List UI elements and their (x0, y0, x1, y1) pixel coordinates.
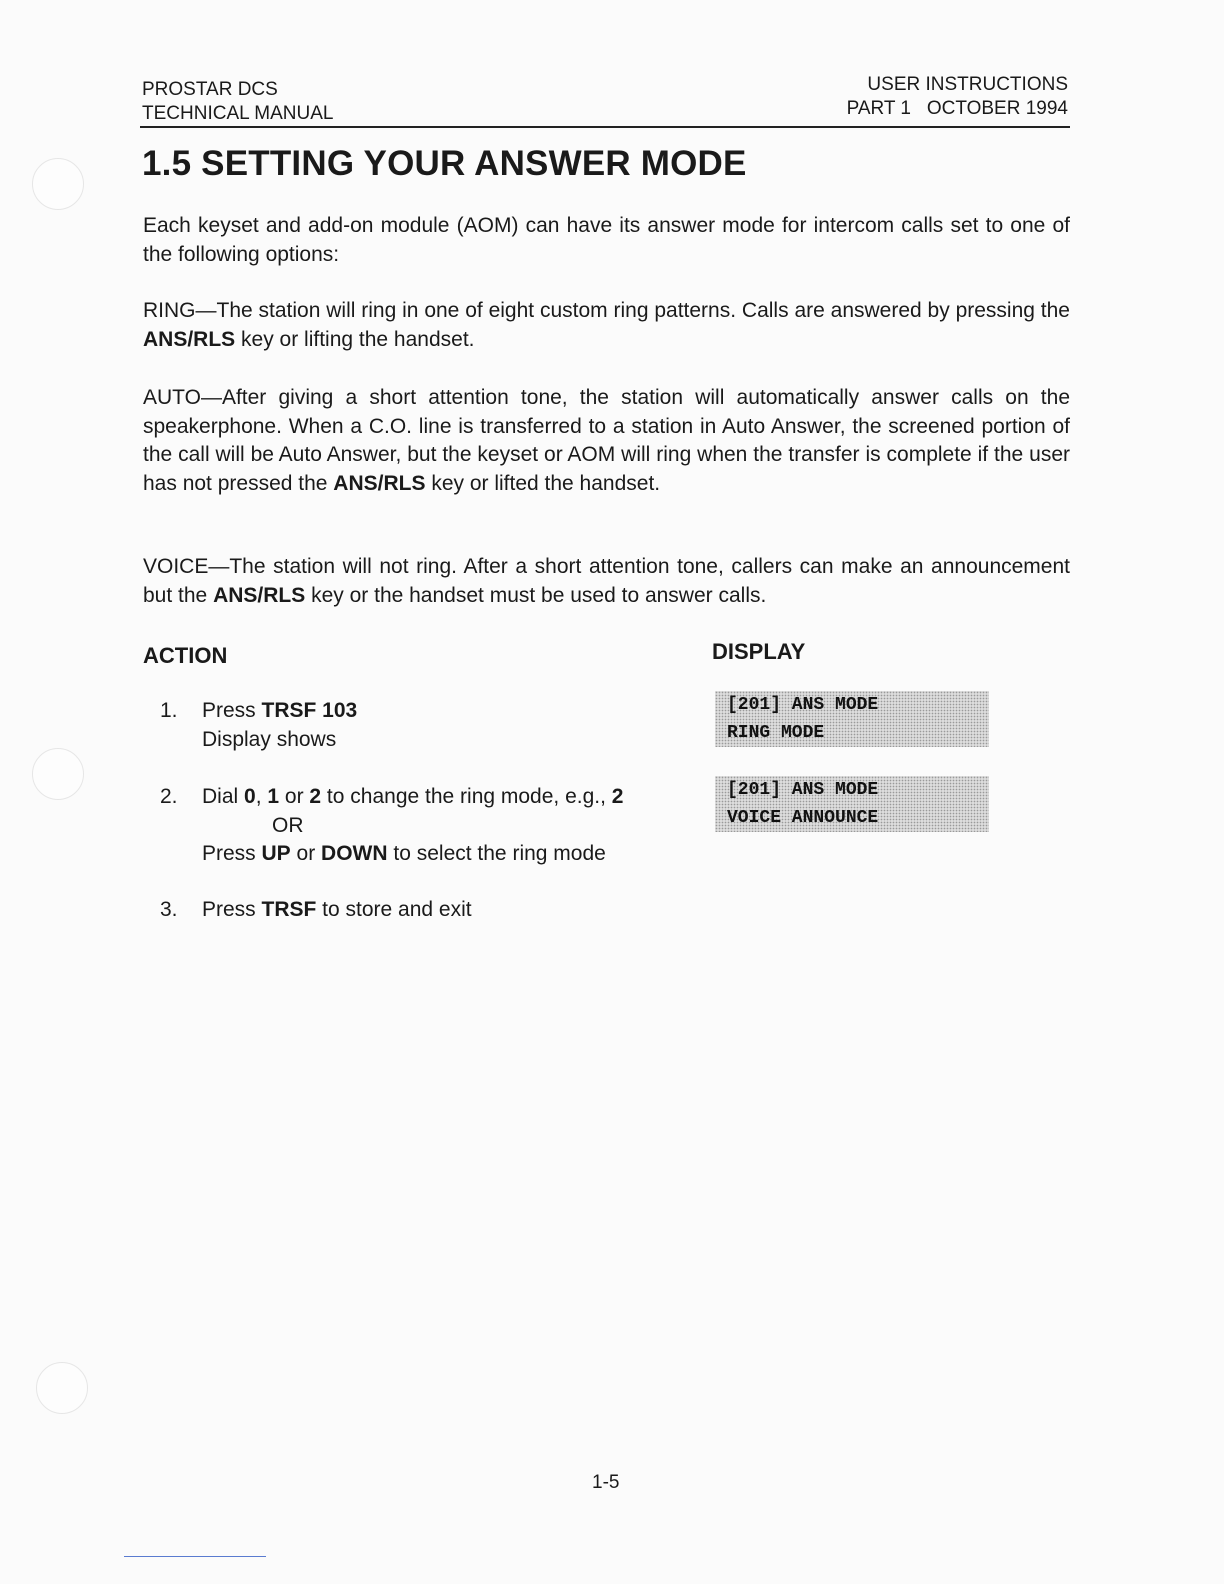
voice-text-2: key or the handset must be used to answer calls. (305, 583, 767, 607)
lcd-line-1: [201] ANS MODE (727, 780, 879, 800)
header-part-date: PART 1 OCTOBER 1994 (846, 98, 1068, 119)
voice-text-1: VOICE—The station will not ring. After a short attention tone, callers can make an announcement but the (143, 555, 1070, 607)
step-2-sep: , (255, 785, 268, 808)
step-3-text: to store and exit (316, 898, 472, 921)
auto-text-1: AUTO—After giving a short attention tone, the station will automatically answer calls on the speakerphone. When a C.O. line is transferred to a station in Auto Answer, the screened portion of the call will be Auto Answer, but the keyset or AOM will ring when the transfer is complete if the user has not pressed the (143, 386, 1070, 495)
step-2-up-key: UP (261, 842, 291, 865)
ring-text-1: RING—The station will ring in one of eight custom ring patterns. Calls are answered by pressing the (143, 299, 1070, 322)
step-2-text: to change the ring mode, e.g., (321, 785, 612, 808)
step-number: 1. (160, 699, 178, 722)
step-2-or: OR (272, 813, 304, 837)
step-1-text: Press (202, 699, 262, 722)
lcd-display-1 (715, 691, 989, 747)
step-1-key: TRSF 103 (261, 699, 358, 722)
step-2-sep: or (290, 842, 322, 865)
step-2-sep: or (279, 785, 310, 808)
action-heading: ACTION (143, 643, 228, 668)
footer-line (124, 1556, 266, 1557)
header-right (847, 73, 1068, 121)
header-rule (140, 126, 1070, 128)
binder-hole-top (32, 158, 84, 210)
header-product: PROSTAR DCS (142, 79, 278, 100)
step-2-key-2: 2 (309, 785, 322, 808)
ring-key: ANS/RLS (143, 327, 236, 351)
header-manual: TECHNICAL MANUAL (142, 103, 334, 124)
step-2-alt-text: to select the ring mode (387, 842, 606, 865)
step-2-down-key: DOWN (321, 842, 388, 865)
auto-text-2: key or lifted the handset. (425, 471, 661, 495)
step-number: 2. (160, 785, 178, 808)
lcd-line-2: VOICE ANNOUNCE (727, 808, 879, 828)
page-number: 1-5 (592, 1472, 620, 1493)
display-heading: DISPLAY (712, 639, 806, 664)
intro-paragraph: Each keyset and add-on module (AOM) can have its answer mode for intercom calls set to one of the following options: (143, 214, 1070, 266)
lcd-line-1: [201] ANS MODE (727, 695, 879, 715)
lcd-line-2: RING MODE (727, 723, 825, 743)
step-number: 3. (160, 898, 178, 921)
auto-paragraph (143, 384, 1070, 498)
page-title: 1.5 SETTING YOUR ANSWER MODE (142, 144, 747, 183)
step-2-text: Dial (202, 785, 245, 808)
header-section: USER INSTRUCTIONS (867, 74, 1068, 95)
step-2-example-key: 2 (611, 785, 624, 808)
step-2-key-1: 1 (267, 785, 280, 808)
step-3-text: Press (202, 898, 262, 921)
step-2-key-0: 0 (244, 785, 256, 808)
header-left (142, 78, 333, 126)
step-2-alt-text: Press (202, 842, 262, 865)
auto-key: ANS/RLS (333, 471, 426, 495)
step-3-key: TRSF (261, 898, 317, 921)
voice-paragraph (143, 553, 1070, 610)
binder-hole-middle (32, 748, 84, 800)
ring-text-2: key or lifting the handset. (235, 327, 475, 351)
ring-paragraph (143, 297, 1070, 354)
lcd-display-2 (715, 776, 989, 832)
voice-key: ANS/RLS (213, 583, 306, 607)
step-1-line2: Display shows (202, 727, 337, 751)
binder-hole-bottom (36, 1362, 88, 1414)
